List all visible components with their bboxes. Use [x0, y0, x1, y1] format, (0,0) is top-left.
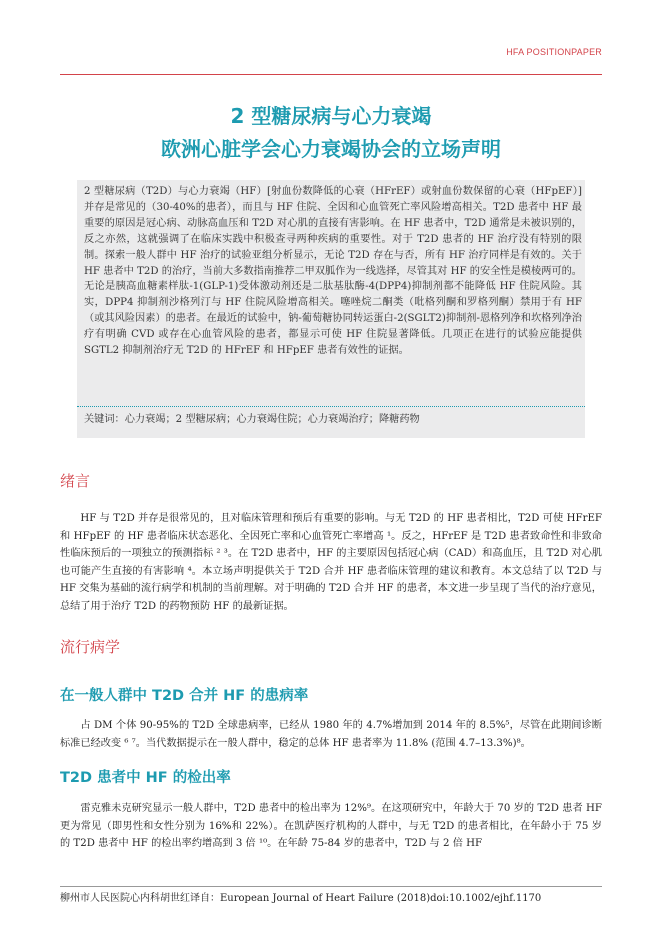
title-line-1: 2 型糖尿病与心力衰竭: [230, 104, 432, 128]
page-title: [0, 101, 662, 165]
footer-divider: [60, 886, 602, 887]
abstract-divider: [77, 406, 585, 407]
detection-paragraph: 雷克雅未克研究显示一般人群中，T2D 患者中的检出率为 12%⁹。在这项研究中，年龄大于 70 岁的 T2D 患者 HF 更为常见（即男性和女性分别为 16%和 22%）。在凯萨医疗机构的人群中，与无 T2D 的患者相比，在年龄小于 75 岁的 T2D 患者中 HF 的检出率约增高到 3 倍 ¹⁰。在年龄 75-84 岁的患者中，T2D 与 2 倍 HF: [60, 803, 602, 849]
footer-citation: 柳州市人民医院心内科胡世红译自：European Journal of Heart Failure (2018)doi:10.1002/ejhf.1170: [60, 893, 542, 904]
title-line-2: 欧洲心脏学会心力衰竭协会的立场声明: [161, 137, 501, 161]
section-heading-epidemiology: 流行病学: [60, 638, 121, 656]
prevalence-paragraph: 占 DM 个体 90-95%的 T2D 全球患病率，已经从 1980 年的 4.7%增加到 2014 年的 8.5%⁵，尽管在此期间诊断标准已经改变 ⁶ ⁷。当代数据提示在一般人群中，稳定的总体 HF 患者率为 11.8% (范围 4.7–13.3%)⁸。: [60, 720, 602, 749]
keywords: 关键词：心力衰竭；2 型糖尿病；心力衰竭住院；心力衰竭治疗；降糖药物: [84, 414, 420, 425]
journal-section-tag: HFA POSITIONPAPER: [506, 47, 602, 57]
subsection-heading-prevalence: 在一般人群中 T2D 合并 HF 的患病率: [60, 688, 309, 704]
intro-paragraph: HF 与 T2D 并存是很常见的，且对临床管理和预后有重要的影响。与无 T2D 的 HF 患者相比，T2D 可使 HFrEF 和 HFpEF 的 HF 患者临床状态恶化、全因死亡率和心血管死亡率增高 ¹。反之，HFrEF 是 T2D 患者致命性和非致命性临床预后的一项独立的预测指标 ² ³。在 T2D 患者中，HF 的主要原因包括冠心病（CAD）和高血压，且 T2D 对心肌也可能产生直接的有害影响 ⁴。本立场声明提供关于 T2D 合并 HF 患者临床管理的建议和教育。本文总结了以 T2D 与 HF 交集为基础的流行病学和机制的当前理解。对于明确的 T2D 合并 HF 的患者，本文进一步呈现了当代的治疗意见，总结了用于治疗 T2D 的药物预防 HF 的最新证据。: [60, 513, 602, 612]
subsection-heading-detection: T2D 患者中 HF 的检出率: [60, 770, 231, 786]
header-divider: [60, 74, 602, 75]
section-heading-intro: 绪言: [60, 472, 91, 490]
abstract-text: 2 型糖尿病（T2D）与心力衰竭（HF）[射血份数降低的心衰（HFrEF）或射血份数保留的心衰（HFpEF）] 并存是常见的（30-40%的患者），而且与 HF 住院、全因和心血管死亡率风险增高相关。T2D 患者中 HF 最重要的原因是冠心病、动脉高血压和 T2D 对心肌的直接有害影响。在 HF 患者中，T2D 通常是未被识别的，反之亦然，这就强调了在临床实践中积极查寻两种疾病的重要性。对于 T2D 患者的 HF 治疗没有特别的限制。探索一般人群中 HF 治疗的试验亚组分析显示，无论 T2D 存在与否，所有 HF 治疗同样是有效的。关于 HF 患者中 T2D 的治疗，当前大多数指南推荐二甲双胍作为一线选择，尽管其对 HF 的安全性是模棱两可的。无论是胰高血糖素样肽-1(GLP-1)受体激动剂还是二肽基肽酶-4(DPP4)抑制剂都不能降低 HF 住院风险。其实，DPP4 抑制剂沙格列汀与 HF 住院风险增高相关。噻唑烷二酮类（吡格列酮和罗格列酮）禁用于有 HF（或其风险因素）的患者。在最近的试验中，钠-葡萄糖协同转运蛋白-2(SGLT2)抑制剂-恩格列净和坎格列净治疗有明确 CVD 或存在心血管风险的患者，都显示可使 HF 住院显著降低。几项正在进行的试验应能提供 SGTL2 抑制剂治疗无 T2D 的 HFrEF 和 HFpEF 患者有效性的证据。: [84, 186, 582, 357]
